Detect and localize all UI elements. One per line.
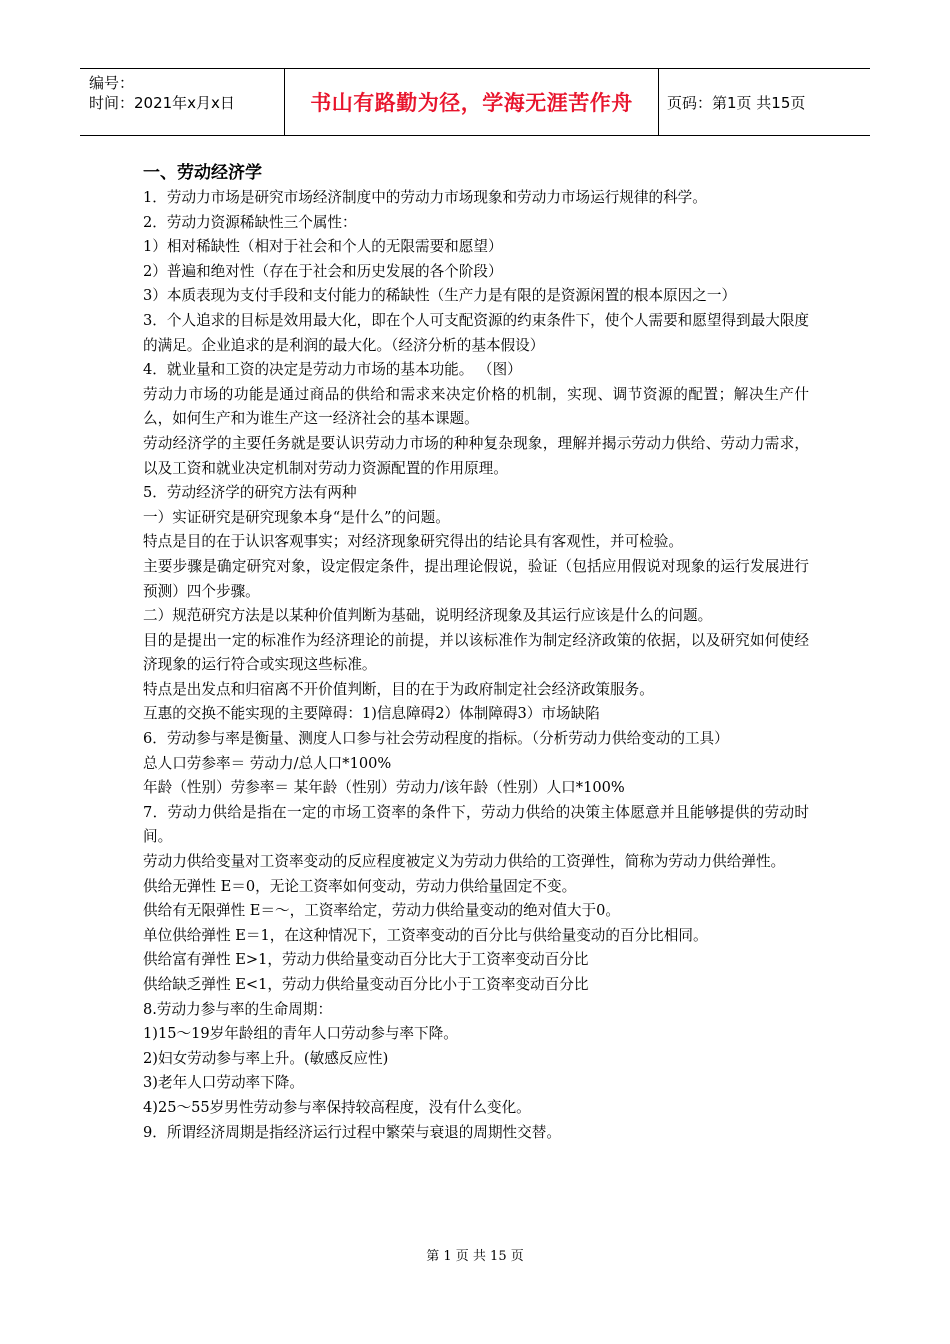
paragraph: 6．劳动参与率是衡量、测度人口参与社会劳动程度的指标。（分析劳动力供给变动的工具） (143, 730, 729, 748)
header-motto: 书山有路勤为径，学海无涯苦作舟 (285, 69, 659, 135)
paragraph: 3．个人追求的目标是效用最大化，即在个人可支配资源的约束条件下，使个人需要和愿望得到最大限度的满足。企业追求的是利润的最大化。（经济分析的基本假设） (143, 311, 810, 354)
paragraph: 7．劳动力供给是指在一定的市场工资率的条件下，劳动力供给的决策主体愿意并且能够提供的劳动时间。 (143, 803, 809, 846)
header-page-label: 页码：第1页 共15页 (667, 93, 806, 112)
paragraph: 一）实证研究是研究现象本身“是什么”的问题。 (143, 508, 450, 526)
paragraph: 3）本质表现为支付手段和支付能力的稀缺性（生产力是有限的是资源闲置的根本原因之一） (143, 287, 737, 305)
page-footer: 第 1 页 共 15 页 (426, 1249, 524, 1264)
paragraph: 1)15～19岁年龄组的青年人口劳动参与率下降。 (143, 1025, 458, 1043)
paragraph: 年龄（性别）劳参率＝ 某年龄（性别）劳动力/该年龄（性别）人口*100% (143, 779, 625, 797)
paragraph: 劳动经济学的主要任务就是要认识劳动力市场的种种复杂现象，理解并揭示劳动力供给、劳动力需求，以及工资和就业决定机制对劳动力资源配置的作用原理。 (143, 434, 809, 477)
paragraph: 劳动力市场的功能是通过商品的供给和需求来决定价格的机制，实现、调节资源的配置；解决生产什么，如何生产和为谁生产这一经济社会的基本课题。 (143, 385, 809, 428)
paragraph: 二）规范研究方法是以某种价值判断为基础，说明经济现象及其运行应该是什么的问题。 (143, 607, 713, 625)
page-header (80, 68, 870, 136)
paragraph: 供给无弹性 E＝0，无论工资率如何变动，劳动力供给量固定不变。 (143, 877, 577, 895)
paragraph: 互惠的交换不能实现的主要障碍：1)信息障碍2）体制障碍3）市场缺陷 (143, 705, 600, 723)
paragraph: 4)25～55岁男性劳动参与率保持较高程度，没有什么变化。 (143, 1098, 531, 1116)
header-meta (80, 69, 285, 135)
paragraph: 3)老年人口劳动率下降。 (143, 1074, 304, 1092)
paragraph: 目的是提出一定的标准作为经济理论的前提，并以该标准作为制定经济政策的依据，以及研究如何使经济现象的运行符合或实现这些标准。 (143, 631, 809, 674)
paragraph: 1）相对稀缺性（相对于社会和个人的无限需要和愿望） (143, 238, 503, 256)
paragraph: 特点是出发点和归宿离不开价值判断，目的在于为政府制定社会经济政策服务。 (143, 680, 654, 698)
document-body (143, 160, 809, 1145)
paragraph: 2)妇女劳动参与率上升。(敏感反应性) (143, 1049, 389, 1067)
paragraph: 供给富有弹性 E>1，劳动力供给量变动百分比大于工资率变动百分比 (143, 951, 589, 969)
paragraph: 2）普遍和绝对性（存在于社会和历史发展的各个阶段） (143, 262, 503, 280)
paragraph: 9．所谓经济周期是指经济运行过程中繁荣与衰退的周期性交替。 (143, 1123, 561, 1141)
paragraph: 主要步骤是确定研究对象，设定假定条件，提出理论假说，验证（包括应用假说对现象的运行发展进行预测）四个步骤。 (143, 557, 809, 600)
paragraph: 1．劳动力市场是研究市场经济制度中的劳动力市场现象和劳动力市场运行规律的科学。 (143, 189, 707, 206)
paragraph-list (143, 186, 809, 1145)
document-number-label: 编号： (89, 74, 135, 92)
document-date-label: 时间：2021年x月x日 (89, 94, 235, 112)
paragraph: 8.劳动力参与率的生命周期： (143, 1000, 333, 1018)
paragraph: 供给缺乏弹性 E<1，劳动力供给量变动百分比小于工资率变动百分比 (143, 976, 589, 993)
paragraph: 总人口劳参率＝ 劳动力/总人口*100% (143, 754, 392, 772)
paragraph: 特点是目的在于认识客观事实；对经济现象研究得出的结论具有客观性，并可检验。 (143, 533, 683, 551)
paragraph: 劳动力供给变量对工资率变动的反应程度被定义为劳动力供给的工资弹性，简称为劳动力供给弹性。 (143, 853, 786, 871)
paragraph: 供给有无限弹性 E＝～，工资率给定，劳动力供给量变动的绝对值大于0。 (143, 902, 620, 920)
paragraph: 单位供给弹性 E＝1，在这种情况下，工资率变动的百分比与供给量变动的百分比相同。 (143, 926, 708, 944)
section-title: 一、劳动经济学 (143, 163, 262, 183)
paragraph: 2．劳动力资源稀缺性三个属性： (143, 213, 357, 231)
paragraph: 4．就业量和工资的决定是劳动力市场的基本功能。 （图） (143, 361, 522, 379)
paragraph: 5．劳动经济学的研究方法有两种 (143, 484, 357, 502)
